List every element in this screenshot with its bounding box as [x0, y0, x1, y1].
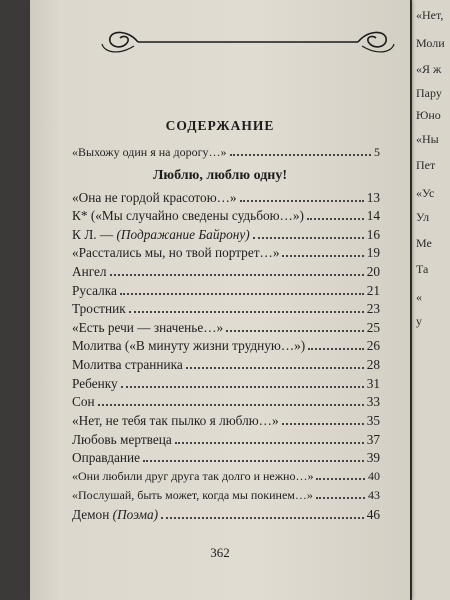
toc-entry-page: 23: [366, 301, 380, 316]
toc-entry-title-text: Демон: [72, 507, 113, 522]
section-title: Люблю, люблю одну!: [153, 168, 287, 183]
toc-entry[interactable]: [72, 208, 380, 225]
toc-entry-title: Любовь мертвеца: [72, 432, 172, 447]
toc-entry[interactable]: [72, 450, 380, 467]
toc-entry-title: «Есть речи — значенье…»: [72, 320, 224, 335]
facing-page-text: Пет: [416, 158, 436, 172]
dot-leader: [316, 478, 365, 480]
toc-entry-page: 46: [366, 507, 380, 522]
toc-entry-page: 35: [366, 413, 380, 428]
toc-entry-page: 25: [366, 320, 380, 335]
facing-page-text: у: [416, 314, 422, 328]
toc-entry-title: «Она не гордой красотою…»: [72, 190, 237, 205]
toc-entry[interactable]: [72, 283, 380, 300]
toc-entry-page: 37: [366, 432, 380, 447]
toc-entry-title: «Они любили друг друга так долго и нежно…»: [72, 469, 314, 483]
dot-leader: [129, 311, 364, 313]
page-number: 362: [210, 545, 230, 560]
toc-entry-page: 39: [366, 450, 380, 465]
toc-entry-subtitle: (Подражание Байрону): [116, 227, 250, 242]
facing-page-text: Ул: [416, 210, 430, 224]
toc-entry-title: Тростник: [72, 301, 126, 316]
toc-entry-title: «Послушай, быть может, когда мы покинем…»: [72, 488, 313, 502]
toc-entry-page: 19: [366, 245, 380, 260]
toc-entry[interactable]: [72, 469, 380, 486]
toc-entry-title: [72, 227, 250, 243]
toc-entry-page: 13: [366, 190, 380, 205]
toc-entry-title: «Выхожу один я на дорогу…»: [72, 145, 227, 159]
toc-entry-page: 21: [366, 283, 380, 298]
toc-entry[interactable]: [72, 488, 380, 505]
toc-entry-page: 20: [366, 264, 380, 279]
facing-page: [412, 0, 450, 600]
dot-leader: [186, 367, 364, 369]
toc-entry-title: Оправдание: [72, 450, 141, 465]
toc-entry[interactable]: [72, 227, 380, 244]
dot-leader: [282, 255, 363, 257]
toc-entry-page: 43: [368, 488, 380, 502]
dot-leader: [282, 423, 364, 425]
toc-entry[interactable]: [72, 190, 380, 207]
toc-entry-title: К* («Мы случайно сведены судьбою…»): [72, 208, 304, 223]
dot-leader: [230, 154, 372, 156]
dot-leader: [307, 218, 364, 220]
facing-page-text: «Ус: [416, 186, 435, 200]
toc-entry-title: Сон: [72, 394, 95, 409]
toc-entry-title: Молитва странника: [72, 357, 183, 372]
dot-leader: [161, 517, 364, 519]
facing-page-text: Юно: [416, 108, 441, 122]
facing-page-text: Моли: [416, 36, 445, 50]
toc-entry-title: Ангел: [72, 264, 107, 279]
toc-entry-subtitle: (Поэма): [112, 507, 159, 522]
dot-leader: [110, 274, 364, 276]
dot-leader: [121, 386, 364, 388]
ornament-divider: [98, 22, 398, 62]
toc-entry-page: 16: [366, 227, 380, 242]
toc-entry-page: 26: [366, 338, 380, 353]
toc-entry-title: Ребенку: [72, 376, 118, 391]
toc-entry[interactable]: [72, 413, 380, 430]
facing-page-text: Та: [416, 262, 429, 276]
toc-entry[interactable]: [72, 245, 380, 262]
toc-entry-page: 5: [374, 145, 380, 159]
toc-entry-title: Русалка: [72, 283, 117, 298]
toc-entry[interactable]: [72, 394, 380, 411]
toc-entry-page: 40: [368, 469, 380, 483]
toc-entry-page: 28: [366, 357, 380, 372]
toc-entry[interactable]: [72, 320, 380, 337]
facing-page-text: «: [416, 290, 422, 304]
toc-entry-page: 14: [366, 208, 380, 223]
toc-entry-title: «Расстались мы, но твой портрет…»: [72, 245, 280, 260]
dot-leader: [120, 293, 364, 295]
toc-entry-page: 33: [366, 394, 380, 409]
book-page: [30, 0, 410, 600]
toc-entry[interactable]: [72, 507, 380, 524]
toc-entry-title: Молитва («В минуту жизни трудную…»): [72, 338, 306, 353]
toc-entry[interactable]: [72, 264, 380, 281]
dot-leader: [308, 348, 363, 350]
toc-entry[interactable]: [72, 301, 380, 318]
dot-leader: [316, 497, 365, 499]
toc-entry[interactable]: [72, 376, 380, 393]
facing-page-text: «Нет,: [416, 8, 444, 22]
dot-leader: [175, 442, 364, 444]
toc-entry-title: [72, 507, 158, 523]
contents-heading: СОДЕРЖАНИЕ: [165, 118, 275, 133]
facing-page-text: Ме: [416, 236, 432, 250]
toc-entry-title: «Нет, не тебя так пылко я люблю…»: [72, 413, 279, 428]
dot-leader: [98, 404, 364, 406]
toc-entry[interactable]: [72, 357, 380, 374]
toc-entry[interactable]: [72, 338, 380, 355]
toc-entry-title-text: К Л. —: [72, 227, 117, 242]
dot-leader: [253, 237, 364, 239]
facing-page-text: «Ны: [416, 132, 439, 146]
facing-page-text: «Я ж: [416, 62, 442, 76]
dot-leader: [226, 330, 364, 332]
dot-leader: [240, 200, 364, 202]
dot-leader: [143, 460, 364, 462]
toc-entry[interactable]: [72, 432, 380, 449]
facing-page-text: Пару: [416, 86, 442, 100]
toc-entry[interactable]: [72, 145, 380, 162]
toc-entry-page: 31: [366, 376, 380, 391]
